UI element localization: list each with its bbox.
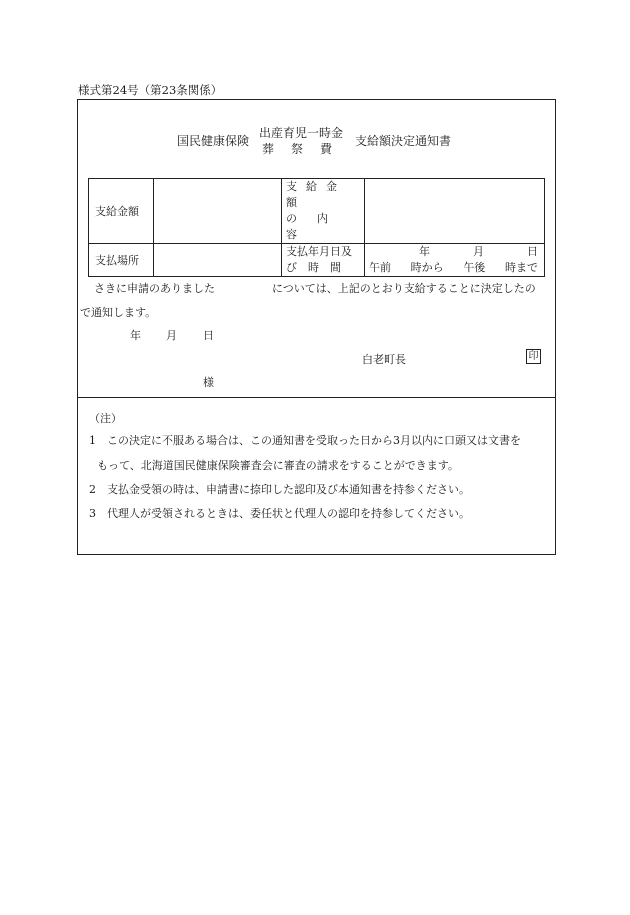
payment-datetime-label-line1: 支払年月日及 (286, 244, 352, 258)
note-1-line1: 1 この決定に不服ある場合は、この通知書を受取った日から3月以内に口頭又は文書を (89, 434, 521, 447)
cell-payment-details-label (282, 179, 365, 244)
datetime-am: 午前 (369, 260, 391, 274)
cell-payment-amount-label: 支給金額 (89, 179, 154, 244)
notes-heading: （注） (89, 412, 122, 425)
datetime-pm: 午後 (463, 260, 486, 274)
table-row (89, 179, 545, 244)
cell-payment-amount-value[interactable] (154, 179, 282, 244)
recipient-honorific: 様 (203, 376, 214, 389)
date-year: 年 (130, 329, 141, 342)
body-line1-start: さきに申請のありました (94, 282, 215, 295)
datetime-date-line (365, 244, 544, 260)
cell-payment-place-label: 支払場所 (89, 243, 154, 276)
datetime-from: 時から (410, 260, 444, 274)
date-month: 月 (166, 329, 177, 342)
payment-datetime-label-line2: び 時 間 (286, 260, 341, 274)
cell-payment-details-value[interactable] (365, 179, 545, 244)
note-3: 3 代理人が受領されるときは、委任状と代理人の認印を持参してください。 (89, 507, 470, 520)
note-2: 2 支払金受領の時は、申請書に捺印した認印及び本通知書を持参ください。 (89, 483, 470, 496)
cell-payment-datetime-value[interactable] (365, 243, 545, 276)
datetime-time-line (365, 260, 544, 276)
datetime-month: 月 (473, 244, 484, 258)
cell-payment-datetime-label (282, 243, 365, 276)
payment-table (88, 178, 545, 277)
table-row (89, 243, 545, 276)
seal-mark: 印 (526, 349, 541, 364)
payment-details-label-line1: 支給金額 (286, 180, 346, 209)
form-number: 様式第24号（第23条関係） (78, 83, 223, 97)
payment-details-label-line2: の内容 (286, 211, 348, 241)
cell-payment-place-value[interactable] (154, 243, 282, 276)
note-1-line2: もって、北海道国民健康保険審査会に審査の請求をすることができます。 (97, 459, 459, 472)
title-left: 国民健康保険 (177, 134, 250, 148)
date-day: 日 (203, 329, 214, 342)
title-middle-line1: 出産育児一時金 (259, 126, 344, 140)
issuer-name: 白老町長 (362, 353, 406, 366)
datetime-day: 日 (527, 244, 538, 258)
datetime-year: 年 (419, 244, 430, 258)
body-line1-end: については、上記のとおり支給することに決定したの (272, 282, 536, 295)
notes-divider (77, 397, 556, 398)
datetime-until: 時まで (504, 260, 538, 274)
body-line2: で通知します。 (80, 306, 157, 319)
title-middle-line2: 葬祭費 (262, 142, 350, 156)
title-right: 支給額決定通知書 (355, 134, 452, 148)
